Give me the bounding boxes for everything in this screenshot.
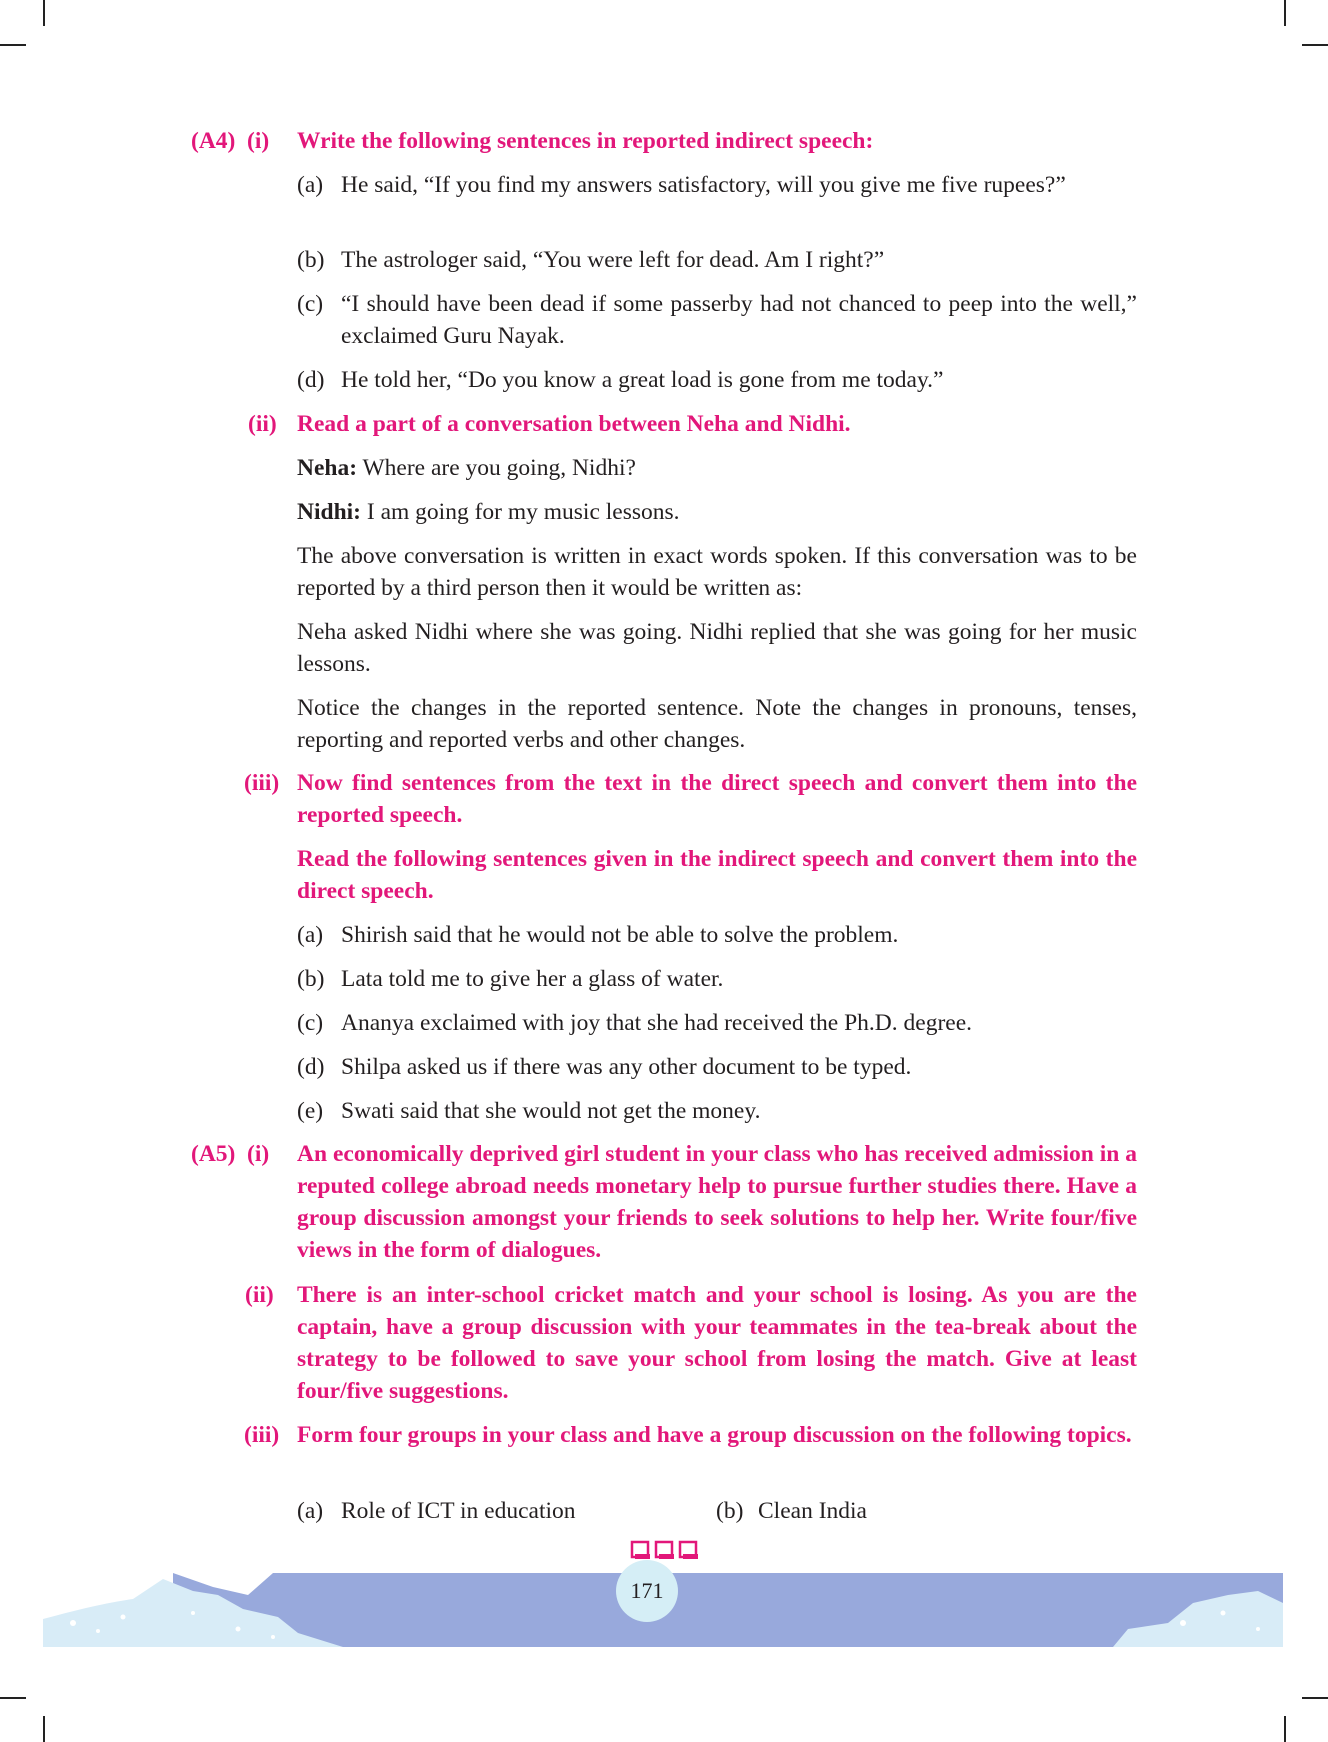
item-label: (e): [297, 1098, 324, 1124]
dialogue-line: [297, 452, 1137, 484]
crop-mark: [1302, 1697, 1328, 1699]
crop-mark: [1284, 1716, 1286, 1742]
question-heading: Write the following sentences in reported indirect speech:: [297, 128, 874, 154]
item-text: Role of ICT in education: [341, 1498, 576, 1524]
paragraph: Neha asked Nidhi where she was going. Nidhi replied that she was going for her music lessons.: [297, 619, 1137, 677]
question-heading: An economically deprived girl student in your class who has received admission in a reputed college abroad needs monetary help to pursue further studies there. Have a group discussion amongst your friends to seek solutions to help her. Write four/five views in the form of dialogues.: [297, 1141, 1137, 1263]
item-text: Shirish said that he would not be able to solve the problem.: [341, 922, 899, 948]
question-heading: Now find sentences from the text in the direct speech and convert them into the reported speech.: [297, 770, 1137, 828]
crop-mark: [0, 44, 26, 46]
item-label: (a): [297, 922, 324, 948]
item-text: He told her, “Do you know a great load is gone from me today.”: [341, 367, 944, 393]
item-label: (c): [297, 291, 324, 317]
item-label: (b): [297, 247, 325, 273]
item-label: (d): [297, 367, 325, 393]
item-text: “I should have been dead if some passerby had not chanced to peep into the well,” exclaimed Guru Nayak.: [341, 291, 1137, 349]
speaker-name: Nidhi:: [297, 499, 361, 525]
dialogue-line: [297, 496, 1137, 528]
paragraph: Notice the changes in the reported sentence. Note the changes in pronouns, tenses, reporting and reported verbs and other changes.: [297, 695, 1137, 753]
item-label: (c): [297, 1010, 324, 1036]
item-label: (a): [297, 1498, 324, 1524]
dialogue-text: I am going for my music lessons.: [366, 499, 680, 525]
crop-mark: [43, 1716, 45, 1742]
crop-mark: [1284, 0, 1286, 26]
item-text: Ananya exclaimed with joy that she had received the Ph.D. degree.: [341, 1010, 973, 1036]
dialogue-text: Where are you going, Nidhi?: [362, 455, 636, 481]
item-label: (iii): [244, 770, 280, 796]
item-label: (ii): [245, 1282, 274, 1308]
item-text: Swati said that she would not get the money.: [341, 1098, 761, 1124]
question-heading: Read a part of a conversation between Neha and Nidhi.: [297, 411, 851, 437]
paragraph: The above conversation is written in exact words spoken. If this conversation was to be reported by a third person then it would be written as:: [297, 543, 1137, 601]
question-heading: Form four groups in your class and have a group discussion on the following topics.: [297, 1422, 1132, 1448]
section-label: (A4): [191, 128, 236, 154]
item-text: The astrologer said, “You were left for dead. Am I right?”: [341, 247, 885, 273]
question-heading: Read the following sentences given in the indirect speech and convert them into the direct speech.: [297, 846, 1137, 904]
item-label: (a): [297, 172, 324, 198]
question-heading: There is an inter-school cricket match and your school is losing. As you are the captain, have a group discussion with your teammates in the tea-break about the strategy to be followed to save your school from losing the match. Give at least four/five suggestions.: [297, 1282, 1137, 1404]
item-text: Lata told me to give her a glass of water.: [341, 966, 724, 992]
three-squares-icon: [630, 1540, 698, 1560]
crop-mark: [1302, 44, 1328, 46]
item-label: (iii): [244, 1422, 280, 1448]
item-text: Clean India: [758, 1498, 867, 1524]
item-label: (b): [716, 1498, 744, 1524]
footer-band-fill: [173, 1573, 1283, 1647]
crop-mark: [43, 0, 45, 26]
crop-mark: [0, 1697, 26, 1699]
item-text: Shilpa asked us if there was any other document to be typed.: [341, 1054, 912, 1080]
item-label: (b): [297, 966, 325, 992]
item-label: (d): [297, 1054, 325, 1080]
item-label: (ii): [248, 411, 277, 437]
section-label: (A5): [191, 1141, 236, 1167]
page-number: 171: [616, 1560, 678, 1622]
item-label: (i): [247, 1141, 270, 1167]
speaker-name: Neha:: [297, 455, 358, 481]
item-text: He said, “If you find my answers satisfactory, will you give me five rupees?”: [341, 172, 1066, 198]
item-label: (i): [247, 128, 270, 154]
